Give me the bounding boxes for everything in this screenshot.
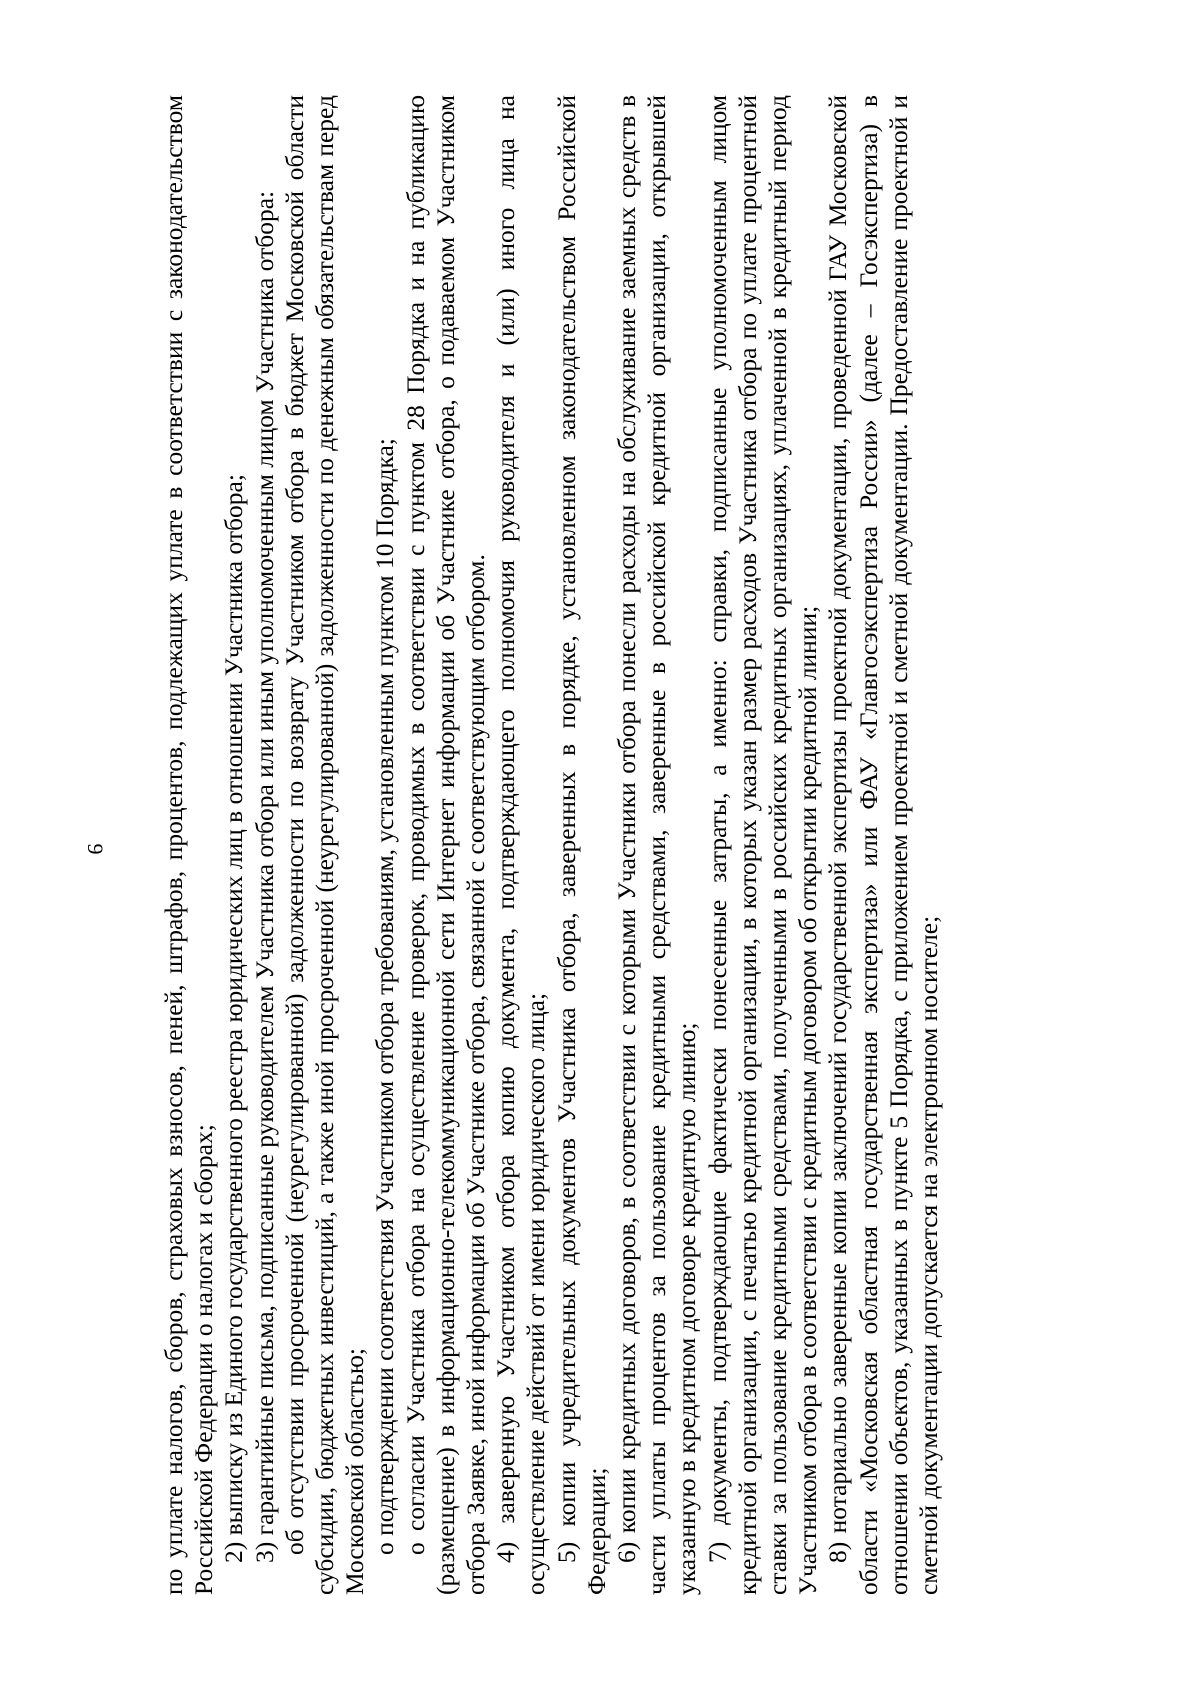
paragraph-item-3-debt: об отсутствии просроченной (неурегулированной) задолженности по возврату Участником отбора в бюджет Московской области субсидии, бюджетных инвестиций, а также иной просроченной (неурегулированной) задолженности по денежным обязательствам перед Московской областью; — [279, 95, 370, 1595]
paragraph-item-2: 2) выписку из Единого государственного реестра юридических лиц в отношении Участника отбора; — [219, 474, 249, 1563]
paragraph-item-8: 8) нотариально заверенные копии заключений государственной экспертизы проектной документации, проведенной ГАУ Московской области «Московская областная государственная экспертиза» или ФАУ «Главгосэкспертиза России» (далее – Госэкспертиза) в отношении объектов, указанных в пункте 5 Порядка, с приложением проектной и сметной документации. Предоставление проектной и сметной документации допускается на электронном носителе; — [823, 95, 944, 1595]
paragraph-item-3: 3) гарантийные письма, подписанные руководителем Участника отбора или иным уполномоченным лицом Участника отбора: — [249, 190, 279, 1563]
paragraph-item-4: 4) заверенную Участником отбора копию документа, подтверждающего полномочия руководителя и (или) иного лица на осуществление действий от имени юридического лица; — [491, 95, 551, 1595]
paragraph-tax-continuation: по уплате налогов, сборов, страховых взносов, пеней, штрафов, процентов, подлежащих уплате в соответствии с законодательством Российской Федерации о налогах и сборах; — [159, 95, 219, 1595]
paragraph-item-3-compliance: о подтверждении соответствия Участником отбора требованиям, установленным пунктом 10 Порядка; — [370, 438, 400, 1555]
page-number: 9 — [83, 843, 108, 855]
paragraph-item-7: 7) документы, подтверждающие фактически понесенные затраты, а именно: справки, подписанные уполномоченным лицом кредитной организации, с печатью кредитной организации, в которых указан размер расходов Участника отбора по уплате процентной ставки за пользование кредитными средствами, полученными в российских кредитных организациях, уплаченной в кредитный период Участником отбора в соответствии с кредитным договором об открытии кредитной линии; — [702, 95, 823, 1595]
paragraph-item-6: 6) копии кредитных договоров, в соответствии с которыми Участники отбора понесли расходы на обслуживание заемных средств в части уплаты процентов за пользование кредитными средствами, заверенные в российской кредитной организации, открывшей указанную в кредитном договоре кредитную линию; — [612, 95, 702, 1595]
paragraph-item-3-consent: о согласии Участника отбора на осуществление проверок, проводимых в соответствии с пунктом 28 Порядка и на публикацию (размещение) в информационно-телекоммуникационной сети Интернет информации об Участнике отбора, о подаваемом Участником отбора Заявке, иной информации об Участнике отбора, связанной с соответствующим отбором. — [400, 95, 491, 1595]
document-body — [159, 95, 944, 1595]
paragraph-item-5: 5) копии учредительных документов Участника отбора, заверенных в порядке, установленном законодательством Российской Федерации; — [551, 95, 611, 1595]
